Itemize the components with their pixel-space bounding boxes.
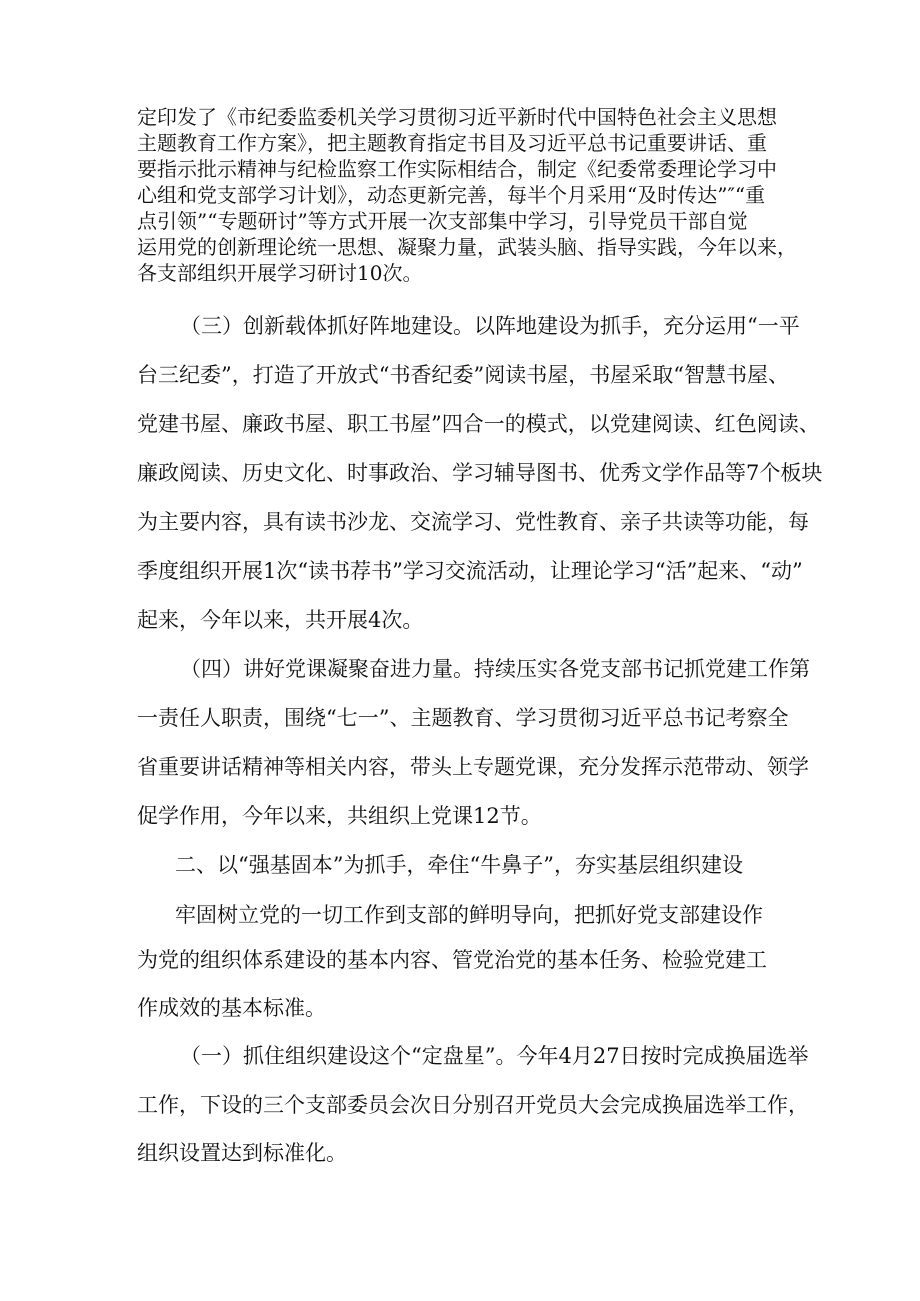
- text-line: 为党的组织体系建设的基本内容、管党治党的基本任务、检验党建工: [137, 948, 767, 972]
- text-line: 廉政阅读、历史文化、时事政治、学习辅导图书、优秀文学作品等7个板块: [137, 461, 823, 485]
- text-line: 台三纪委”，打造了开放式“书香纪委”阅读书屋，书屋采取“智慧书屋、: [137, 363, 789, 387]
- text-line: 为主要内容，具有读书沙龙、交流学习、党性教育、亲子共读等功能，每: [137, 510, 809, 534]
- text-line: 党建书屋、廉政书屋、职工书屋”四合一的模式，以党建阅读、红色阅读、: [137, 412, 820, 436]
- text-line: 工作，下设的三个支部委员会次日分别召开党员大会完成换届选举工作，: [137, 1093, 809, 1117]
- section-heading: （一）抓住组织建设这个“定盘星”。今年4月27日按时完成换届选举: [180, 1044, 809, 1068]
- text-line: 促学作用，今年以来，共组织上党课12节。: [137, 804, 542, 828]
- text-line: 要指示批示精神与纪检监察工作实际相结合，制定《纪委常委理论学习中: [137, 157, 777, 181]
- text-line: 主题教育工作方案》，把主题教育指定书目及习近平总书记重要讲话、重: [137, 131, 767, 155]
- text-line: 季度组织开展1次“读书荐书”学习交流活动，让理论学习“活”起来、“动”: [137, 559, 803, 583]
- text-line: 作成效的基本标准。: [137, 996, 326, 1020]
- section-heading: （三）创新载体抓好阵地建设。以阵地建设为抓手，充分运用“一平: [180, 314, 800, 338]
- text-line: 点引领”“专题研讨”等方式开展一次支部集中学习，引导党员干部自觉: [137, 209, 748, 233]
- text-line: 省重要讲话精神等相关内容，带头上专题党课，充分发挥示范带动、领学: [137, 755, 809, 779]
- text-line: 牢固树立党的一切工作到支部的鲜明导向，把抓好党支部建设作: [175, 903, 763, 927]
- text-line: 一责任人职责，围绕“七一”、主题教育、学习贯彻习近平总书记考察全: [137, 706, 789, 730]
- text-line: 心组和党支部学习计划》，动态更新完善，每半个月采用“及时传达”″“重: [137, 183, 766, 207]
- text-line: 各支部组织开展学习研讨10次。: [137, 261, 423, 285]
- text-line: 定印发了《市纪委监委机关学习贯彻习近平新时代中国特色社会主义思想: [137, 105, 777, 129]
- section-heading: （四）讲好党课凝聚奋进力量。持续压实各党支部书记抓党建工作第: [180, 657, 810, 681]
- text-line: 组织设置达到标准化。: [137, 1141, 347, 1165]
- text-line: 起来，今年以来，共开展4次。: [137, 608, 424, 632]
- chapter-heading: 二、以“强基固本”为抓手，牵住“牛鼻子”，夯实基层组织建设: [175, 853, 743, 877]
- text-line: 运用党的创新理论统一思想、凝聚力量，武装头脑、指导实践，今年以来，: [137, 235, 797, 259]
